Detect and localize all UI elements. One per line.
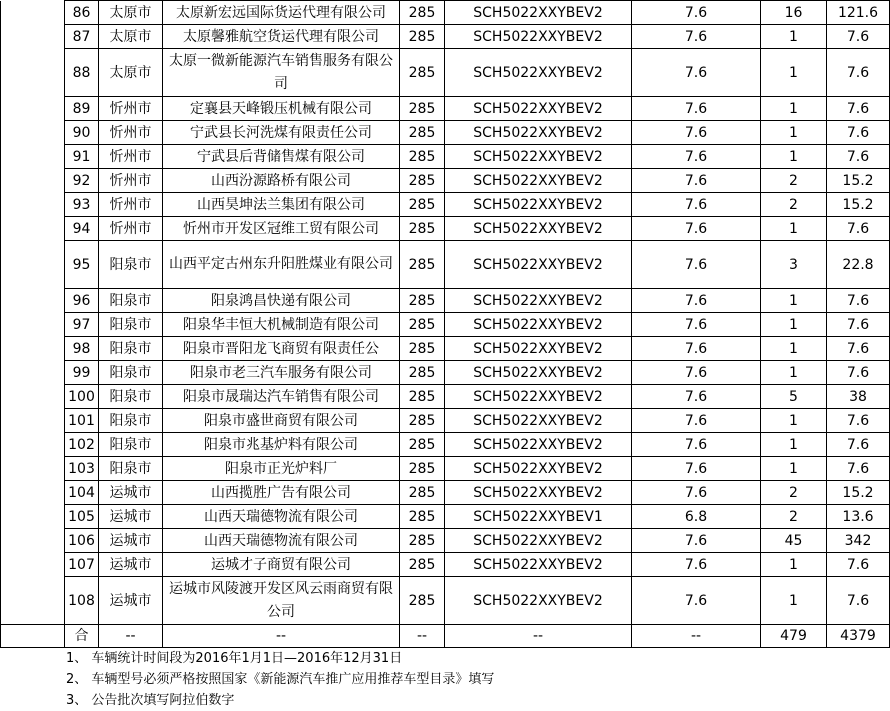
table-row	[1, 481, 890, 505]
vehicle-model-cell: SCH5022XXYBEV2	[445, 457, 632, 481]
quantity-cell: 3	[761, 241, 827, 289]
quantity-cell: 1	[761, 433, 827, 457]
vehicle-model-cell: SCH5022XXYBEV2	[445, 169, 632, 193]
unit-value-cell: 7.6	[632, 121, 761, 145]
totals-unit-value: --	[632, 625, 761, 648]
batch-cell: 285	[400, 1, 445, 25]
unit-value-cell: 7.6	[632, 433, 761, 457]
company-name-cell: 忻州市开发区冠维工贸有限公司	[163, 217, 400, 241]
footnote-3: 3、 公告批次填写阿拉伯数字	[66, 693, 235, 708]
table-row	[1, 49, 890, 97]
blank-margin-cell	[1, 289, 65, 313]
vehicle-model-cell: SCH5022XXYBEV2	[445, 49, 632, 97]
table-row	[1, 145, 890, 169]
row-number: 88	[65, 49, 99, 97]
city-cell: 阳泉市	[99, 385, 163, 409]
row-number: 93	[65, 193, 99, 217]
total-value-cell: 7.6	[827, 121, 890, 145]
company-name-cell: 山西天瑞德物流有限公司	[163, 505, 400, 529]
total-value-cell: 7.6	[827, 337, 890, 361]
blank-margin-cell	[1, 433, 65, 457]
vehicle-model-cell: SCH5022XXYBEV2	[445, 481, 632, 505]
batch-cell: 285	[400, 145, 445, 169]
vehicle-model-cell: SCH5022XXYBEV2	[445, 217, 632, 241]
company-name-cell: 阳泉市晟瑞达汽车销售有限公司	[163, 385, 400, 409]
totals-row	[1, 625, 890, 648]
quantity-cell: 1	[761, 409, 827, 433]
total-value-cell: 342	[827, 529, 890, 553]
vehicle-model-cell: SCH5022XXYBEV2	[445, 337, 632, 361]
city-cell: 阳泉市	[99, 313, 163, 337]
batch-cell: 285	[400, 385, 445, 409]
quantity-cell: 1	[761, 577, 827, 625]
unit-value-cell: 7.6	[632, 169, 761, 193]
city-cell: 阳泉市	[99, 337, 163, 361]
row-number: 86	[65, 1, 99, 25]
table-row	[1, 313, 890, 337]
total-value-cell: 7.6	[827, 313, 890, 337]
vehicle-model-cell: SCH5022XXYBEV2	[445, 433, 632, 457]
unit-value-cell: 7.6	[632, 577, 761, 625]
table-row	[1, 241, 890, 289]
blank-margin-cell	[1, 577, 65, 625]
total-value-cell: 15.2	[827, 193, 890, 217]
unit-value-cell: 7.6	[632, 193, 761, 217]
city-cell: 阳泉市	[99, 361, 163, 385]
blank-margin-cell	[1, 169, 65, 193]
total-value-cell: 7.6	[827, 577, 890, 625]
totals-value: 4379	[827, 625, 890, 648]
total-value-cell: 7.6	[827, 97, 890, 121]
quantity-cell: 2	[761, 193, 827, 217]
quantity-cell: 1	[761, 337, 827, 361]
batch-cell: 285	[400, 217, 445, 241]
row-number: 98	[65, 337, 99, 361]
total-value-cell: 7.6	[827, 361, 890, 385]
vehicle-model-cell: SCH5022XXYBEV2	[445, 529, 632, 553]
batch-cell: 285	[400, 193, 445, 217]
total-value-cell: 7.6	[827, 409, 890, 433]
row-number: 90	[65, 121, 99, 145]
company-name-cell: 山西昊坤法兰集团有限公司	[163, 193, 400, 217]
company-name-cell: 阳泉华丰恒大机械制造有限公司	[163, 313, 400, 337]
quantity-cell: 1	[761, 289, 827, 313]
batch-cell: 285	[400, 457, 445, 481]
blank-margin-cell	[1, 553, 65, 577]
table-row	[1, 121, 890, 145]
company-name-cell: 宁武县后背储售煤有限公司	[163, 145, 400, 169]
unit-value-cell: 7.6	[632, 361, 761, 385]
city-cell: 太原市	[99, 25, 163, 49]
city-cell: 阳泉市	[99, 409, 163, 433]
batch-cell: 285	[400, 361, 445, 385]
vehicle-model-cell: SCH5022XXYBEV2	[445, 241, 632, 289]
footnote-2: 2、 车辆型号必须严格按照国家《新能源汽车推广应用推荐车型目录》填写	[66, 672, 495, 687]
unit-value-cell: 6.8	[632, 505, 761, 529]
total-value-cell: 13.6	[827, 505, 890, 529]
batch-cell: 285	[400, 49, 445, 97]
city-cell: 阳泉市	[99, 457, 163, 481]
blank-margin-cell	[1, 1, 65, 25]
total-value-cell: 7.6	[827, 145, 890, 169]
quantity-cell: 1	[761, 145, 827, 169]
batch-cell: 285	[400, 169, 445, 193]
footnotes	[66, 648, 494, 711]
city-cell: 阳泉市	[99, 433, 163, 457]
row-number: 101	[65, 409, 99, 433]
unit-value-cell: 7.6	[632, 217, 761, 241]
batch-cell: 285	[400, 313, 445, 337]
blank-margin-cell	[1, 505, 65, 529]
table-row	[1, 409, 890, 433]
city-cell: 运城市	[99, 529, 163, 553]
row-number: 108	[65, 577, 99, 625]
company-name-cell: 阳泉鸿昌快递有限公司	[163, 289, 400, 313]
unit-value-cell: 7.6	[632, 49, 761, 97]
company-name-cell: 山西天瑞德物流有限公司	[163, 529, 400, 553]
table-row	[1, 97, 890, 121]
vehicle-model-cell: SCH5022XXYBEV2	[445, 25, 632, 49]
table-row	[1, 361, 890, 385]
quantity-cell: 1	[761, 361, 827, 385]
batch-cell: 285	[400, 481, 445, 505]
row-number: 106	[65, 529, 99, 553]
row-number: 92	[65, 169, 99, 193]
table-row	[1, 169, 890, 193]
vehicle-model-cell: SCH5022XXYBEV2	[445, 313, 632, 337]
footnote-1: 1、 车辆统计时间段为2016年1月1日—2016年12月31日	[66, 651, 403, 666]
table-row	[1, 217, 890, 241]
totals-model: --	[445, 625, 632, 648]
blank-margin-cell	[1, 145, 65, 169]
batch-cell: 285	[400, 409, 445, 433]
table-row	[1, 193, 890, 217]
blank-margin-cell	[1, 625, 65, 648]
unit-value-cell: 7.6	[632, 481, 761, 505]
total-value-cell: 7.6	[827, 289, 890, 313]
blank-margin-cell	[1, 457, 65, 481]
vehicle-model-cell: SCH5022XXYBEV2	[445, 361, 632, 385]
city-cell: 忻州市	[99, 97, 163, 121]
unit-value-cell: 7.6	[632, 337, 761, 361]
quantity-cell: 45	[761, 529, 827, 553]
row-number: 107	[65, 553, 99, 577]
table-row	[1, 337, 890, 361]
company-name-cell: 山西平定古州东升阳胜煤业有限公司	[163, 241, 400, 289]
unit-value-cell: 7.6	[632, 97, 761, 121]
vehicle-model-cell: SCH5022XXYBEV2	[445, 289, 632, 313]
quantity-cell: 2	[761, 169, 827, 193]
row-number: 96	[65, 289, 99, 313]
blank-margin-cell	[1, 121, 65, 145]
city-cell: 运城市	[99, 577, 163, 625]
vehicle-model-cell: SCH5022XXYBEV2	[445, 1, 632, 25]
company-name-cell: 阳泉市晋阳龙飞商贸有限责任公	[163, 337, 400, 361]
totals-company: --	[163, 625, 400, 648]
row-number: 91	[65, 145, 99, 169]
batch-cell: 285	[400, 529, 445, 553]
vehicle-model-cell: SCH5022XXYBEV2	[445, 121, 632, 145]
row-number: 99	[65, 361, 99, 385]
table-row	[1, 1, 890, 25]
city-cell: 忻州市	[99, 121, 163, 145]
table-row	[1, 385, 890, 409]
quantity-cell: 1	[761, 25, 827, 49]
blank-margin-cell	[1, 409, 65, 433]
quantity-cell: 5	[761, 385, 827, 409]
city-cell: 忻州市	[99, 169, 163, 193]
quantity-cell: 1	[761, 49, 827, 97]
vehicle-model-cell: SCH5022XXYBEV2	[445, 385, 632, 409]
quantity-cell: 1	[761, 97, 827, 121]
table-row	[1, 553, 890, 577]
vehicle-model-cell: SCH5022XXYBEV2	[445, 97, 632, 121]
unit-value-cell: 7.6	[632, 457, 761, 481]
company-name-cell: 山西汾源路桥有限公司	[163, 169, 400, 193]
quantity-cell: 1	[761, 313, 827, 337]
vehicle-model-cell: SCH5022XXYBEV2	[445, 409, 632, 433]
table-row	[1, 577, 890, 625]
batch-cell: 285	[400, 121, 445, 145]
quantity-cell: 1	[761, 121, 827, 145]
city-cell: 运城市	[99, 553, 163, 577]
batch-cell: 285	[400, 289, 445, 313]
quantity-cell: 2	[761, 481, 827, 505]
total-value-cell: 22.8	[827, 241, 890, 289]
company-name-cell: 宁武县长河洗煤有限责任公司	[163, 121, 400, 145]
row-number: 104	[65, 481, 99, 505]
table-row	[1, 505, 890, 529]
city-cell: 忻州市	[99, 145, 163, 169]
city-cell: 运城市	[99, 481, 163, 505]
unit-value-cell: 7.6	[632, 529, 761, 553]
total-value-cell: 7.6	[827, 553, 890, 577]
total-value-cell: 7.6	[827, 433, 890, 457]
total-value-cell: 121.6	[827, 1, 890, 25]
vehicle-model-cell: SCH5022XXYBEV1	[445, 505, 632, 529]
company-name-cell: 阳泉市兆基炉料有限公司	[163, 433, 400, 457]
row-number: 94	[65, 217, 99, 241]
row-number: 97	[65, 313, 99, 337]
blank-margin-cell	[1, 313, 65, 337]
total-value-cell: 7.6	[827, 25, 890, 49]
city-cell: 忻州市	[99, 193, 163, 217]
blank-margin-cell	[1, 241, 65, 289]
table-row	[1, 289, 890, 313]
city-cell: 阳泉市	[99, 241, 163, 289]
totals-batch: --	[400, 625, 445, 648]
batch-cell: 285	[400, 241, 445, 289]
total-value-cell: 7.6	[827, 217, 890, 241]
blank-margin-cell	[1, 193, 65, 217]
blank-margin-cell	[1, 217, 65, 241]
company-name-cell: 山西揽胜广告有限公司	[163, 481, 400, 505]
quantity-cell: 16	[761, 1, 827, 25]
company-name-cell: 太原新宏远国际货运代理有限公司	[163, 1, 400, 25]
table-row	[1, 25, 890, 49]
company-name-cell: 运城市风陵渡开发区风云雨商贸有限公司	[163, 577, 400, 625]
row-number: 100	[65, 385, 99, 409]
batch-cell: 285	[400, 433, 445, 457]
company-name-cell: 运城才子商贸有限公司	[163, 553, 400, 577]
total-value-cell: 38	[827, 385, 890, 409]
row-number: 95	[65, 241, 99, 289]
unit-value-cell: 7.6	[632, 241, 761, 289]
vehicle-model-cell: SCH5022XXYBEV2	[445, 577, 632, 625]
quantity-cell: 1	[761, 457, 827, 481]
row-number: 87	[65, 25, 99, 49]
vehicle-model-cell: SCH5022XXYBEV2	[445, 553, 632, 577]
total-value-cell: 15.2	[827, 169, 890, 193]
blank-margin-cell	[1, 385, 65, 409]
unit-value-cell: 7.6	[632, 385, 761, 409]
unit-value-cell: 7.6	[632, 145, 761, 169]
blank-margin-cell	[1, 361, 65, 385]
blank-margin-cell	[1, 97, 65, 121]
company-name-cell: 阳泉市盛世商贸有限公司	[163, 409, 400, 433]
batch-cell: 285	[400, 505, 445, 529]
vehicle-model-cell: SCH5022XXYBEV2	[445, 145, 632, 169]
total-value-cell: 15.2	[827, 481, 890, 505]
unit-value-cell: 7.6	[632, 553, 761, 577]
batch-cell: 285	[400, 577, 445, 625]
company-name-cell: 太原馨雅航空货运代理有限公司	[163, 25, 400, 49]
city-cell: 忻州市	[99, 217, 163, 241]
table-row	[1, 529, 890, 553]
totals-quantity: 479	[761, 625, 827, 648]
batch-cell: 285	[400, 337, 445, 361]
batch-cell: 285	[400, 97, 445, 121]
city-cell: 太原市	[99, 1, 163, 25]
table-row	[1, 457, 890, 481]
company-name-cell: 太原一微新能源汽车销售服务有限公司	[163, 49, 400, 97]
city-cell: 太原市	[99, 49, 163, 97]
unit-value-cell: 7.6	[632, 289, 761, 313]
row-number: 103	[65, 457, 99, 481]
row-number: 102	[65, 433, 99, 457]
quantity-cell: 1	[761, 217, 827, 241]
batch-cell: 285	[400, 25, 445, 49]
blank-margin-cell	[1, 49, 65, 97]
city-cell: 阳泉市	[99, 289, 163, 313]
quantity-cell: 2	[761, 505, 827, 529]
blank-margin-cell	[1, 529, 65, 553]
row-number: 89	[65, 97, 99, 121]
row-number: 105	[65, 505, 99, 529]
totals-label: 合	[65, 625, 99, 648]
blank-margin-cell	[1, 337, 65, 361]
quantity-cell: 1	[761, 553, 827, 577]
total-value-cell: 7.6	[827, 457, 890, 481]
total-value-cell: 7.6	[827, 49, 890, 97]
totals-city: --	[99, 625, 163, 648]
unit-value-cell: 7.6	[632, 313, 761, 337]
blank-margin-cell	[1, 481, 65, 505]
unit-value-cell: 7.6	[632, 25, 761, 49]
company-name-cell: 阳泉市老三汽车服务有限公司	[163, 361, 400, 385]
table-row	[1, 433, 890, 457]
unit-value-cell: 7.6	[632, 1, 761, 25]
vehicle-model-cell: SCH5022XXYBEV2	[445, 193, 632, 217]
company-name-cell: 定襄县天峰锻压机械有限公司	[163, 97, 400, 121]
blank-margin-cell	[1, 25, 65, 49]
city-cell: 运城市	[99, 505, 163, 529]
batch-cell: 285	[400, 553, 445, 577]
company-name-cell: 阳泉市正光炉料厂	[163, 457, 400, 481]
unit-value-cell: 7.6	[632, 409, 761, 433]
